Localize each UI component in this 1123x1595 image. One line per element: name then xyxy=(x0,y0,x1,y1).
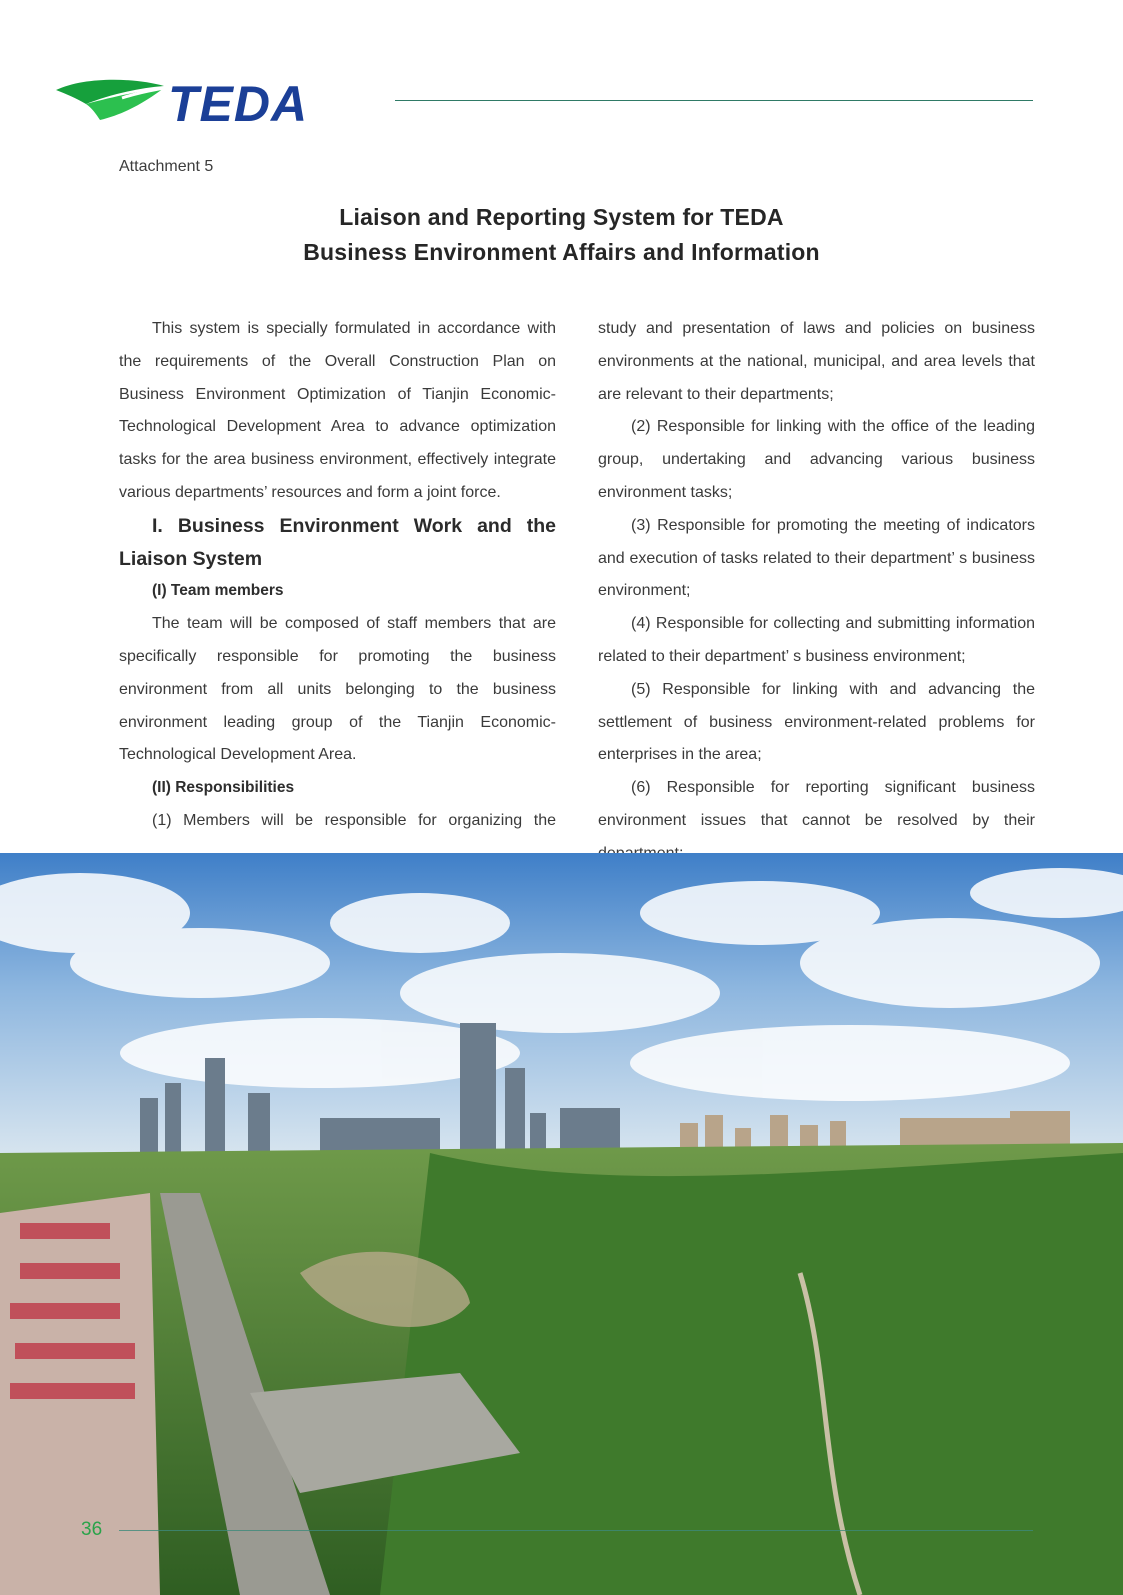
subheading-responsibilities: (II) Responsibilities xyxy=(152,779,295,797)
responsibility-item-2: (2) Responsible for linking with the office of the leading group, undertaking and advancing various business environment tasks; xyxy=(598,418,1035,501)
section-heading: I. Business Environment Work and the Liaison System xyxy=(119,514,556,570)
responsibility-item-1-continued: study and presentation of laws and policies on business environments at the national, municipal, and area levels that are relevant to their departments; xyxy=(598,320,1035,403)
leaf-icon xyxy=(56,78,362,126)
page-title-line2: Business Environment Affairs and Information xyxy=(303,239,820,265)
team-members-paragraph: The team will be composed of staff members that are specifically responsible for promoting the business environment from all units belonging to the business environment leading group of the Tianjin Economic-Technological Development Area. xyxy=(119,615,556,764)
footer-rule xyxy=(119,1530,1033,1531)
logo-text: TEDA xyxy=(168,78,309,126)
responsibility-item-5: (5) Responsible for linking with and advancing the settlement of business environment-related problems for enterprises in the area; xyxy=(598,680,1035,764)
header-rule xyxy=(395,100,1033,101)
aerial-city-photo xyxy=(0,853,1123,1595)
attachment-label: Attachment 5 xyxy=(119,158,214,175)
responsibility-item-4: (4) Responsible for collecting and submitting information related to their department’ s business environment; xyxy=(598,615,1035,665)
intro-paragraph: This system is specially formulated in accordance with the requirements of the Overall Construction Plan on Business Environment Optimization of Tianjin Economic-Technological Development Area to advance optimization tasks for the area business environment, effectively integrate various departments’ resources and form a joint force. xyxy=(119,320,556,501)
left-column xyxy=(119,313,556,838)
page-title-line1: Liaison and Reporting System for TEDA xyxy=(339,204,784,230)
responsibility-item-3: (3) Responsible for promoting the meeting of indicators and execution of tasks related to their department’ s business environment; xyxy=(598,516,1035,600)
teda-logo xyxy=(56,78,362,126)
responsibility-item-6: (6) Responsible for reporting significant business environment issues that cannot be resolved by their xyxy=(598,779,1035,829)
subheading-team-members: (I) Team members xyxy=(152,582,284,600)
city-skyline-image xyxy=(0,853,1123,1595)
responsibility-item-1-start: (1) Members will be responsible for organizing the xyxy=(152,811,556,829)
page-number: 36 xyxy=(81,1519,103,1540)
right-column xyxy=(598,313,1035,871)
